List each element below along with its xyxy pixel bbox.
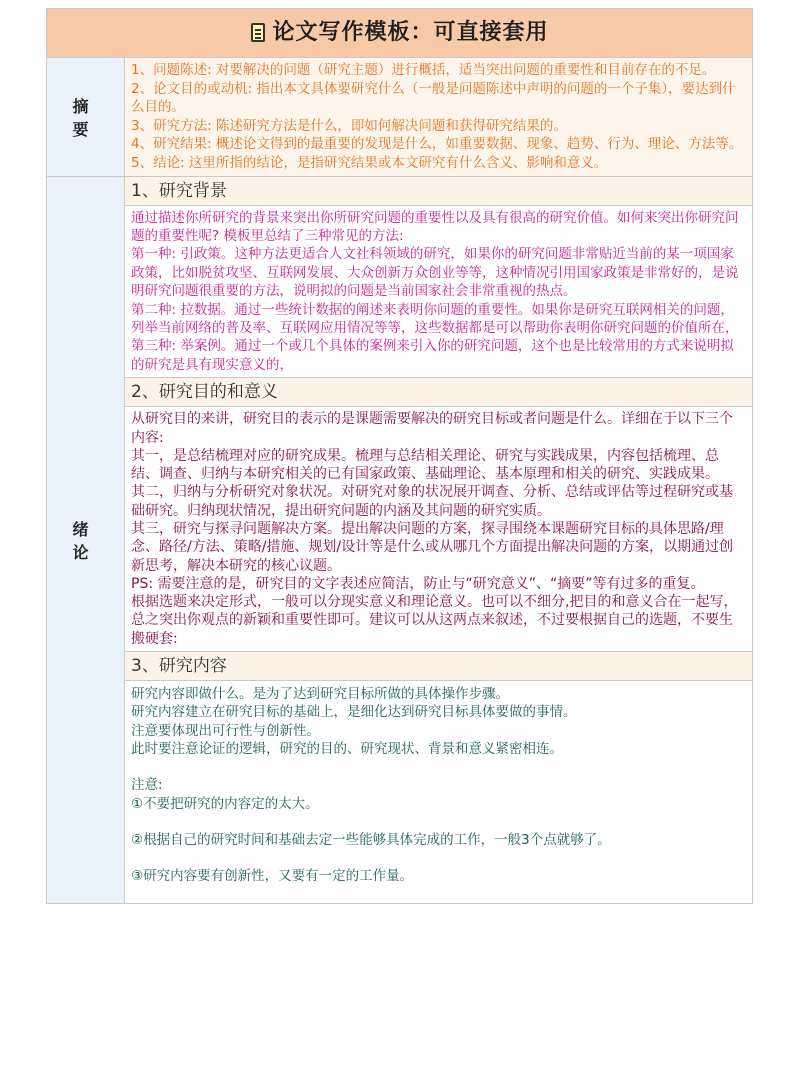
note-item: ③研究内容要有创新性，又要有一定的工作量。 (131, 868, 414, 885)
abstract-line: 2、论文目的或动机: 指出本文具体要研究什么（一般是问题陈述中声明的问题的一个子集），要达到什么目的。 (131, 80, 736, 116)
purpose-heading: 2、研究目的和意义 (125, 378, 753, 407)
spacer (131, 813, 746, 831)
content-line: 此时要注意论证的逻辑，研究的目的、研究现状、背景和意义紧密相连。 (131, 740, 563, 757)
purpose-line: 其三，研究与探寻问题解决方案。提出解决问题的方案，探寻围绕本课题研究目标的具体思路/理念、路径/方法、策略/措施、规划/设计等是什么或从哪几个方面提出解决问题的方案，以期通过创新思考，解决本研究的核心议题。 (131, 521, 734, 574)
content-heading: 3、研究内容 (125, 652, 753, 681)
background-line: 第一种: 引政策。这种方法更适合人文社科领域的研究，如果你的研究问题非常贴近当前的某一项国家政策，比如脱贫攻坚、互联网发展、大众创新万众创业等等，这种情况引用国家政策是非常好的，是说明研究问题很重要的方法，说明拟的问题是当前国家社会非常重视的热点。 (131, 246, 739, 300)
purpose-line: 其二，归纳与分析研究对象状况。对研究对象的状况展开调查、分析、总结或评估等过程研究或基础研究。归纳现状情况，提出研究问题的内涵及其问题的研究实质。 (131, 484, 733, 519)
introduction-label: 绪 论 (47, 176, 125, 904)
content-line: 研究内容即做什么。是为了达到研究目标所做的具体操作步骤。 (131, 686, 509, 703)
purpose-line: 其一，是总结梳理对应的研究成果。梳理与总结相关理论、研究与实践成果，内容包括梳理、总结、调查、归纳与本研究相关的已有国家政策、基础理论、基本原理和相关的研究、实践成果。 (131, 447, 719, 483)
abstract-line: 3、研究方法: 陈述研究方法是什么，即如何解决问题和获得研究结果的。 (131, 117, 567, 134)
abstract-content (125, 58, 753, 177)
spacer (131, 849, 746, 867)
purpose-line: PS: 需要注意的是，研究目的文字表述应简洁，防止与“研究意义”、“摘要”等有过多的重复。 (131, 575, 705, 592)
abstract-line: 1、问题陈述: 对要解决的问题（研究主题）进行概括，适当突出问题的重要性和目前存在的不足。 (131, 62, 716, 78)
purpose-content (125, 407, 753, 652)
template-table (46, 8, 753, 904)
background-content (125, 205, 753, 378)
background-line: 第三种: 举案例。通过一个或几个具体的案例来引入你的研究问题，这个也是比较常用的方式来说明拟的研究是具有现实意义的， (131, 338, 734, 373)
background-heading: 1、研究背景 (125, 176, 753, 205)
content-line: 注意要体现出可行性与创新性。 (131, 722, 320, 739)
spacer (131, 758, 746, 776)
content-line: 研究内容建立在研究目标的基础上，是细化达到研究目标具体要做的事情。 (131, 704, 577, 721)
note-item: ①不要把研究的内容定的太大。 (131, 795, 319, 812)
page-title: 论文写作模板：可直接套用 (272, 20, 549, 45)
purpose-line: 从研究目的来讲，研究目的表示的是课题需要解决的研究目标或者问题是什么。详细在于以下三个内容: (131, 411, 733, 446)
abstract-line: 4、研究结果: 概述论文得到的最重要的发现是什么，如重要数据、现象、趋势、行为、理论、方法等。 (131, 136, 743, 153)
document-icon (251, 23, 265, 42)
note-item: ②根据自己的研究时间和基础去定一些能够具体完成的工作，一般3个点就够了。 (131, 831, 611, 848)
research-content (125, 681, 753, 904)
title-cell (47, 9, 753, 58)
purpose-line: 根据选题来决定形式，一般可以分现实意义和理论意义。也可以不细分,把目的和意义合在一起写，总之突出你观点的新颖和重要性即可。建议可以从这两点来叙述，不过要根据自己的选题，不要生搬硬套: (131, 594, 738, 647)
background-line: 通过描述你所研究的背景来突出你所研究问题的重要性以及具有很高的研究价值。如何来突出你研究问题的重要性呢? 模板里总结了三种常见的方法: (131, 209, 739, 244)
notes-label: 注意: (131, 777, 163, 794)
abstract-label: 摘 要 (47, 58, 125, 177)
abstract-line: 5、结论: 这里所指的结论，是指研究结果或本文研究有什么含义、影响和意义。 (131, 154, 608, 171)
background-line: 第二种: 拉数据。通过一些统计数据的阐述来表明你问题的重要性。如果你是研究互联网相关的问题，列举当前网络的普及率、互联网应用情况等等，这些数据都是可以帮助你表明你研究问题的价值所在， (131, 301, 739, 336)
